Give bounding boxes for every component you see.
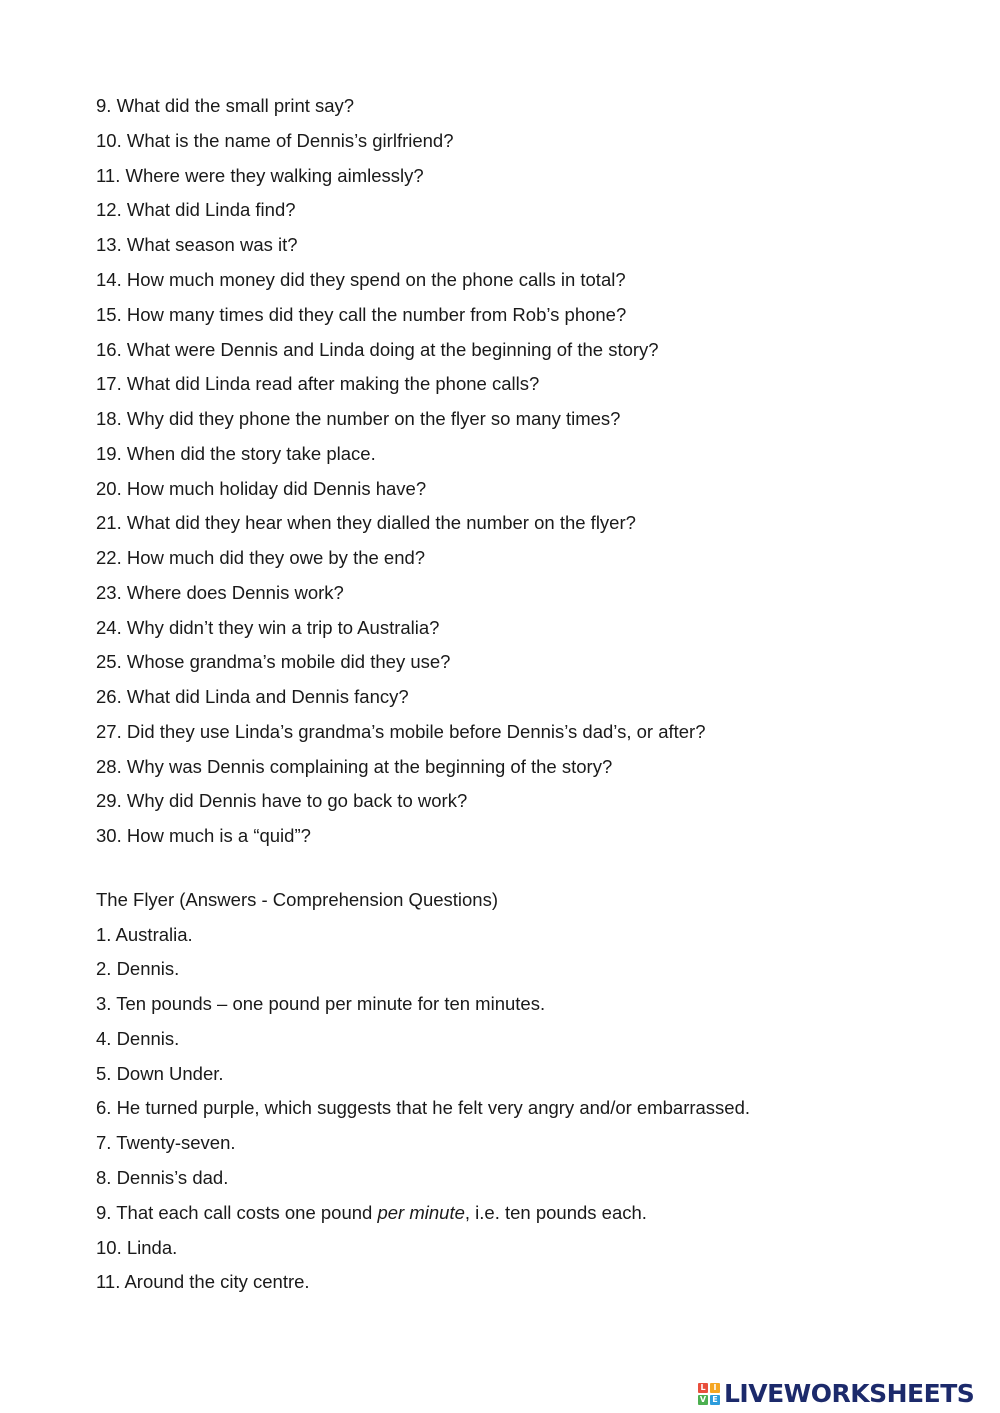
question-18: 18. Why did they phone the number on the flyer so many times? [96,408,621,429]
logo-letter-v: V [699,1395,707,1404]
answer-7: 7. Twenty-seven. [96,1132,236,1153]
question-26: 26. What did Linda and Dennis fancy? [96,686,409,707]
answer-11: 11. Around the city centre. [96,1271,310,1292]
question-15: 15. How many times did they call the number from Rob’s phone? [96,304,627,325]
question-21: 21. What did they hear when they dialled the number on the flyer? [96,512,636,533]
question-19: 19. When did the story take place. [96,443,376,464]
question-10: 10. What is the name of Dennis’s girlfriend? [96,130,454,151]
question-22: 22. How much did they owe by the end? [96,547,426,568]
question-28: 28. Why was Dennis complaining at the beginning of the story? [96,756,613,777]
liveworksheets-logo [698,1380,974,1408]
question-12: 12. What did Linda find? [96,199,296,220]
answer-6: 6. He turned purple, which suggests that he felt very angry and/or embarrassed. [96,1097,751,1118]
question-30: 30. How much is a “quid”? [96,825,311,846]
question-11: 11. Where were they walking aimlessly? [96,165,424,186]
question-24: 24. Why didn’t they win a trip to Australia? [96,617,440,638]
answer-9-after: , i.e. ten pounds each. [464,1202,647,1223]
question-9: 9. What did the small print say? [96,95,355,116]
answer-2: 2. Dennis. [96,958,180,979]
answer-9-before: 9. That each call costs one pound [96,1202,378,1223]
question-16: 16. What were Dennis and Linda doing at the beginning of the story? [96,339,659,360]
logo-letter-e: E [710,1395,720,1405]
question-29: 29. Why did Dennis have to go back to work? [96,790,468,811]
answer-9-italic: per minute [377,1202,465,1223]
question-27: 27. Did they use Linda’s grandma’s mobile before Dennis’s dad’s, or after? [96,721,706,742]
logo-text: LIVEWORKSHEETS [724,1379,975,1408]
question-20: 20. How much holiday did Dennis have? [96,478,427,499]
answer-1: 1. Australia. [96,924,193,945]
question-17: 17. What did Linda read after making the phone calls? [96,373,540,394]
answer-9 [96,1202,647,1224]
question-25: 25. Whose grandma’s mobile did they use? [96,651,451,672]
question-13: 13. What season was it? [96,234,298,255]
answer-8: 8. Dennis’s dad. [96,1167,229,1188]
question-14: 14. How much money did they spend on the phone calls in total? [96,269,626,290]
question-23: 23. Where does Dennis work? [96,582,344,603]
answer-5: 5. Down Under. [96,1063,224,1084]
logo-letter-i: I [710,1383,720,1393]
answer-10: 10. Linda. [96,1237,178,1258]
answer-3: 3. Ten pounds – one pound per minute for ten minutes. [96,993,546,1014]
answers-heading: The Flyer (Answers - Comprehension Questions) [96,889,499,910]
answer-4: 4. Dennis. [96,1028,180,1049]
logo-letter-l: L [698,1383,708,1393]
logo-mark-icon [698,1383,720,1405]
